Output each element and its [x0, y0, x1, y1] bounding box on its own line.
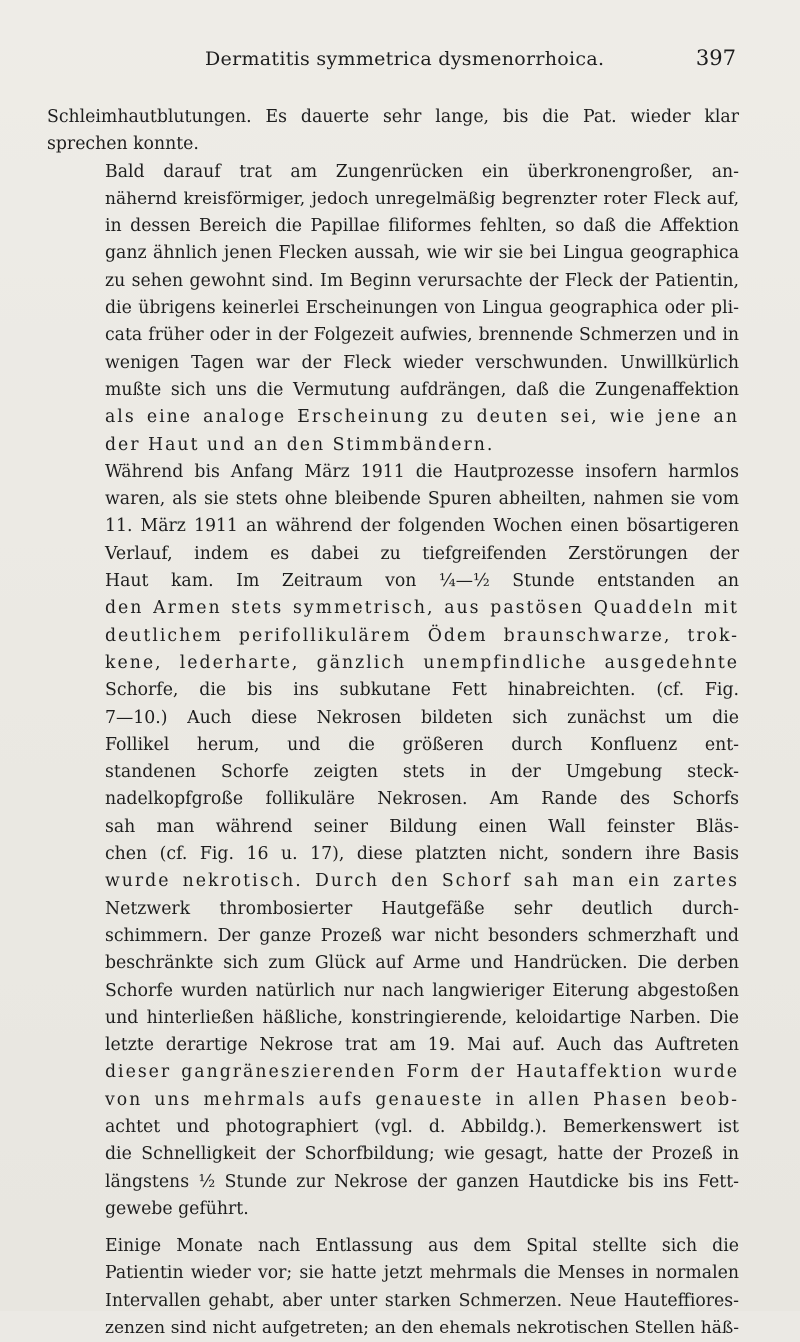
text-line: cata früher oder in der Folgezeit aufwies, brennende Schmerzen und in	[105, 325, 739, 346]
text-line: als eine analoge Erscheinung zu deuten sei, wie jene an	[105, 407, 739, 428]
paragraph-2	[47, 159, 739, 459]
text-line: in dessen Bereich die Papillae filiformes fehlten, so daß die Affektion	[105, 216, 739, 237]
text-line: sah man während seiner Bildung einen Wall feinster Bläs-	[105, 816, 739, 837]
text-line: deutlichem perifollikulärem Ödem braunschwarze, trok-	[105, 625, 739, 646]
text-line: Schorfe wurden natürlich nur nach langwieriger Eiterung abgestoßen	[105, 980, 739, 1001]
page-header	[0, 48, 800, 78]
running-title: Dermatitis symmetrica dysmenorrhoica.	[205, 48, 605, 70]
page-number: 397	[695, 46, 736, 70]
text-line: letzte derartige Nekrose trat am 19. Mai auf. Auch das Auftreten	[105, 1035, 739, 1056]
text-line: Netzwerk thrombosierter Hautgefäße sehr deutlich durch-	[105, 898, 739, 919]
text-line: und hinterließen häßliche, konstringierende, keloidartige Narben. Die	[105, 1007, 739, 1028]
text-line: Intervallen gehabt, aber unter starken Schmerzen. Neue Hauteffiores-	[105, 1290, 739, 1311]
text-line: von uns mehrmals aufs genaueste in allen Phasen beob-	[105, 1089, 739, 1110]
text-line: Einige Monate nach Entlassung aus dem Spital stellte sich die	[105, 1236, 739, 1257]
text-line: die übrigens keinerlei Erscheinungen von Lingua geographica oder pli-	[105, 298, 739, 319]
text-line: Schorfe, die bis ins subkutane Fett hinabreichten. (cf. Fig.	[105, 680, 739, 701]
text-line: nadelkopfgroße follikuläre Nekrosen. Am Rande des Schorfs	[105, 789, 739, 810]
text-line: 11. März 1911 an während der folgenden Wochen einen bösartigeren	[105, 516, 739, 537]
text-line: schimmern. Der ganze Prozeß war nicht besonders schmerzhaft und	[105, 925, 739, 946]
text-line: gewebe geführt.	[105, 1198, 249, 1219]
paragraph-4	[47, 1233, 739, 1342]
paragraph-3	[47, 459, 739, 1223]
text-line: den Armen stets symmetrisch, aus pastösen Quaddeln mit	[105, 598, 739, 619]
text-line: waren, als sie stets ohne bleibende Spuren abheilten, nahmen sie vom	[105, 489, 739, 510]
text-line: zenzen sind nicht aufgetreten; an den ehemals nekrotischen Stellen häß-	[105, 1318, 739, 1339]
text-line: wenigen Tagen war der Fleck wieder verschwunden. Unwillkürlich	[105, 352, 739, 373]
text-line: nähernd kreisförmiger, jedoch unregelmäßig begrenzter roter Fleck auf,	[105, 188, 739, 209]
text-line: Schleimhautblutungen. Es dauerte sehr lange, bis die Pat. wieder klar	[47, 107, 739, 127]
text-line: Bald darauf trat am Zungenrücken ein überkronengroßer, an-	[105, 161, 739, 182]
text-line: Haut kam. Im Zeitraum von ¼—½ Stunde entstanden an	[105, 571, 739, 592]
text-line: längstens ½ Stunde zur Nekrose der ganzen Hautdicke bis ins Fett-	[105, 1171, 739, 1192]
text-line: kene, lederharte, gänzlich unempfindliche ausgedehnte	[105, 652, 739, 673]
text-line: mußte sich uns die Vermutung aufdrängen, daß die Zungenaffektion	[105, 379, 739, 400]
text-line: achtet und photographiert (vgl. d. Abbildg.). Bemerkenswert ist	[105, 1116, 739, 1137]
text-line: Patientin wieder vor; sie hatte jetzt mehrmals die Menses in normalen	[105, 1263, 739, 1284]
text-line: sprechen konnte.	[47, 134, 199, 155]
paragraph-1	[47, 104, 739, 159]
text-line: Verlauf, indem es dabei zu tiefgreifenden Zerstörungen der	[105, 543, 739, 564]
text-line: die Schnelligkeit der Schorfbildung; wie gesagt, hatte der Prozeß in	[105, 1144, 739, 1165]
text-line: dieser gangräneszierenden Form der Hautaffektion wurde	[105, 1062, 739, 1083]
text-line: der Haut und an den Stimmbändern.	[105, 434, 495, 455]
text-line: zu sehen gewohnt sind. Im Beginn verursachte der Fleck der Patientin,	[105, 270, 739, 291]
text-line: ganz ähnlich jenen Flecken aussah, wie wir sie bei Lingua geographica	[105, 243, 739, 264]
text-line: beschränkte sich zum Glück auf Arme und Handrücken. Die derben	[105, 953, 739, 974]
text-line: 7—10.) Auch diese Nekrosen bildeten sich zunächst um die	[105, 707, 739, 728]
text-line: standenen Schorfe zeigten stets in der Umgebung steck-	[105, 762, 739, 783]
body-text	[47, 104, 739, 1342]
text-line: wurde nekrotisch. Durch den Schorf sah man ein zartes	[105, 871, 739, 892]
text-line: Während bis Anfang März 1911 die Hautprozesse insofern harmlos	[105, 461, 739, 482]
text-line: chen (cf. Fig. 16 u. 17), diese platzten nicht, sondern ihre Basis	[105, 844, 739, 865]
text-line: Follikel herum, und die größeren durch Konfluenz ent-	[105, 734, 739, 755]
